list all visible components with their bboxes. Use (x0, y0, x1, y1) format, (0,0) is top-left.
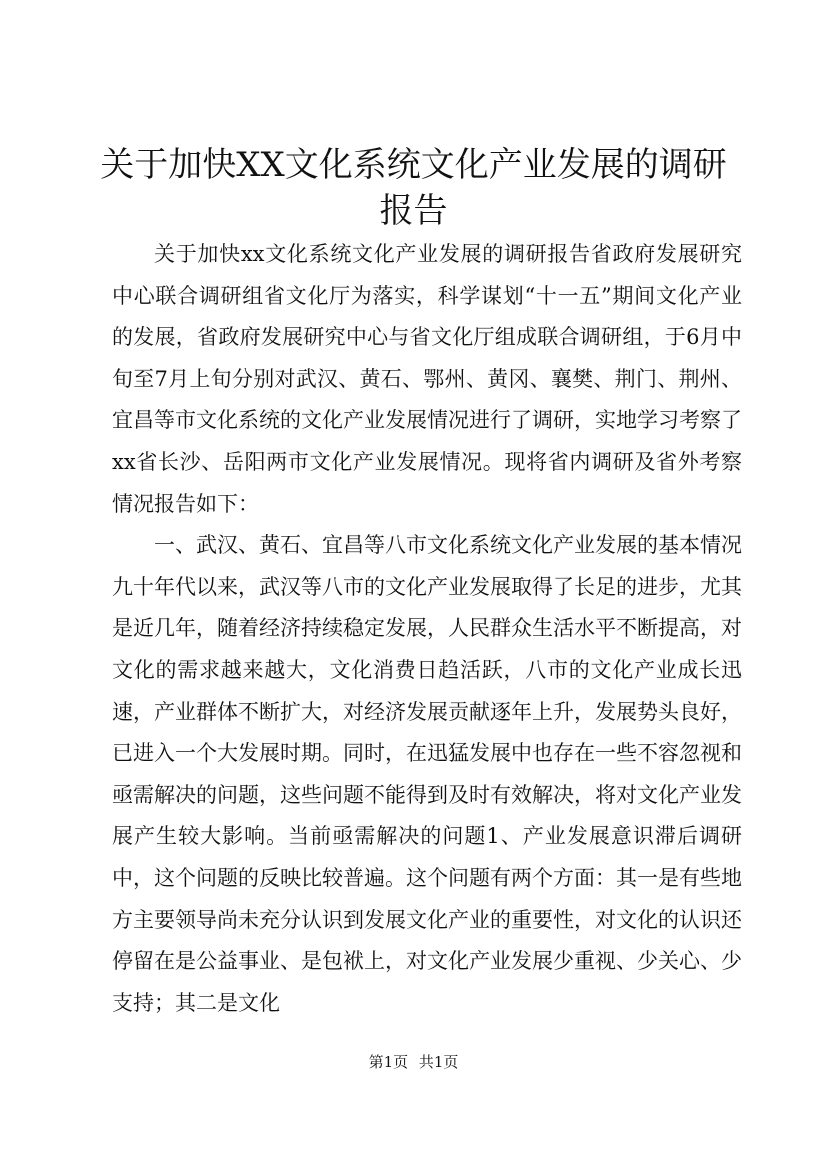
page-footer (0, 1052, 827, 1072)
document-body (112, 234, 742, 1024)
page-number: 第1页 (368, 1053, 409, 1071)
paragraph-2: 一、武汉、黄石、宜昌等八市文化系统文化产业发展的基本情况九十年代以来，武汉等八市的文化产业发展取得了长足的进步，尤其是近几年，随着经济持续稳定发展，人民群众生活水平不断提高，对文化的需求越来越大，文化消费日趋活跃，八市的文化产业成长迅速，产业群体不断扩大，对经济发展贡献逐年上升，发展势头良好，已进入一个大发展时期。同时，在迅猛发展中也存在一些不容忽视和亟需解决的问题，这些问题不能得到及时有效解决，将对文化产业发展产生较大影响。当前亟需解决的问题1、产业发展意识滞后调研中，这个问题的反映比较普遍。这个问题有两个方面：其一是有些地方主要领导尚未充分认识到发展文化产业的重要性，对文化的认识还停留在是公益事业、是包袱上，对文化产业发展少重视、少关心、少支持；其二是文化 (112, 533, 742, 1015)
document-title: 关于加快XX文化系统文化产业发展的调研报告 (100, 145, 727, 231)
paragraph-1: 关于加快xx文化系统文化产业发展的调研报告省政府发展研究中心联合调研组省文化厅为落实，科学谋划“十一五”期间文化产业的发展，省政府发展研究中心与省文化厅组成联合调研组，于6月中旬至7月上旬分别对武汉、黄石、鄂州、黄冈、襄樊、荆门、荆州、宜昌等市文化系统的文化产业发展情况进行了调研，实地学习考察了xx省长沙、岳阳两市文化产业发展情况。现将省内调研及省外考察情况报告如下： (112, 242, 742, 516)
page-total: 共1页 (418, 1053, 459, 1071)
